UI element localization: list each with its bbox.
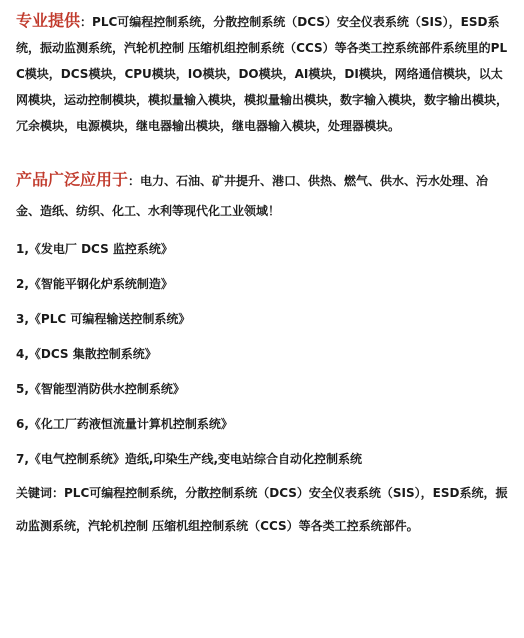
applications-paragraph	[16, 165, 512, 226]
case-item: 5,《智能型消防供水控制系统》	[16, 382, 185, 396]
case-list	[16, 232, 512, 477]
keywords-paragraph	[16, 477, 512, 543]
intro-separator: ：	[80, 15, 93, 29]
case-item: 1,《发电厂 DCS 监控系统》	[16, 242, 173, 256]
case-item: 3,《PLC 可编程输送控制系统》	[16, 312, 191, 326]
applications-separator: ：	[128, 174, 141, 188]
intro-heading: 专业提供	[16, 11, 81, 30]
case-item: 4,《DCS 集散控制系统》	[16, 347, 157, 361]
intro-paragraph	[16, 8, 512, 139]
article-body	[16, 8, 512, 543]
applications-text: 电力、石油、矿井提升、港口、供热、燃气、供水、污水处理、冶金、造纸、纺织、化工、水利等现代化工业领域！	[16, 174, 489, 218]
case-item: 2,《智能平钢化炉系统制造》	[16, 277, 173, 291]
applications-heading: 产品广泛应用于	[16, 170, 129, 189]
keywords-label: 关键词：	[16, 486, 65, 500]
case-item: 7,《电气控制系统》造纸,印染生产线,变电站综合自动化控制系统	[16, 452, 363, 466]
intro-text: PLC可编程控制系统，分散控制系统（DCS）安全仪表系统（SIS），ESD系统，振动监测系统，汽轮机控制 压缩机组控制系统（CCS）等各类工控系统部件系统里的PLC模块，DCS模块，CPU模块，IO模块，DO模块，AI模块，DI模块，网络通信模块，以太网模块，运动控制模块，模拟量输入模块，模拟量输出模块，数字输入模块，数字输出模块，冗余模块，电源模块，继电器输出模块，继电器输入模块，处理器模块。	[16, 15, 509, 133]
keywords-text: PLC可编程控制系统，分散控制系统（DCS）安全仪表系统（SIS），ESD系统，振动监测系统，汽轮机控制 压缩机组控制系统（CCS）等各类工控系统部件。	[16, 486, 508, 533]
case-item: 6,《化工厂药液恒流量计算机控制系统》	[16, 417, 233, 431]
section-gap	[16, 139, 512, 165]
